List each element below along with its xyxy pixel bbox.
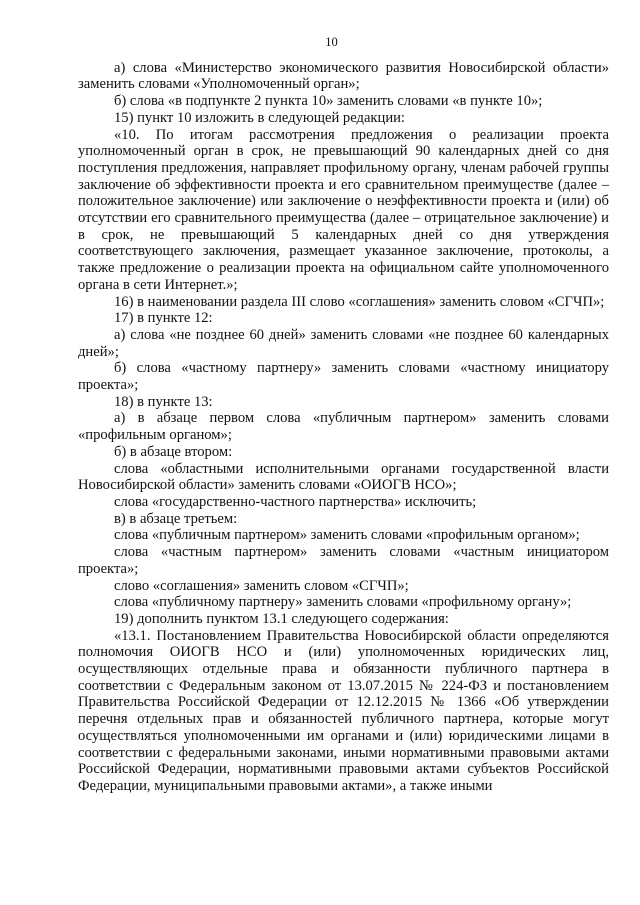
paragraph: слова «областными исполнительными органами государственной власти Новосибирской области» заменить словами «ОИОГВ НСО»;: [78, 460, 609, 494]
paragraph: 16) в наименовании раздела III слово «соглашения» заменить словом «СГЧП»;: [114, 293, 605, 310]
paragraph: «13.1. Постановлением Правительства Новосибирской области определяются полномочия ОИОГВ НСО и (или) уполномоченных юридических лиц, осуществляющих отдельные права и обязанности публичного партнера в соответствии с Федеральным законом от 13.07.2015 № 224-ФЗ и постановлением Правительства Российской Федерации от 12.12.2015 № 1366 «Об утверждении перечня отдельных прав и обязанностей публичного партнера, которые могут осуществляться уполномоченными им органами и (или) юридическими лицами в соответствии с федеральными законами, иными нормативными правовыми актами Российской Федерации, нормативными правовыми актами субъектов Российской Федерации, муниципальными правовыми актами», а также иными: [78, 627, 609, 794]
paragraph: б) слова «в подпункте 2 пункта 10» заменить словами «в пункте 10»;: [114, 93, 543, 110]
paragraph: б) в абзаце втором:: [114, 443, 233, 460]
paragraph: а) в абзаце первом слова «публичным партнером» заменить словами «профильным органом»;: [78, 410, 609, 444]
page-number: 10: [325, 35, 338, 49]
paragraph: а) слова «не позднее 60 дней» заменить словами «не позднее 60 календарных дней»;: [78, 326, 609, 360]
paragraph: а) слова «Министерство экономического развития Новосибирской области» заменить словами «Уполномоченный орган»;: [78, 59, 609, 93]
paragraph: 18) в пункте 13:: [114, 393, 213, 410]
paragraph: слова «государственно-частного партнерства» исключить;: [114, 493, 477, 510]
paragraph: 15) пункт 10 изложить в следующей редакции:: [114, 109, 405, 126]
paragraph: слова «публичным партнером» заменить словами «профильным органом»;: [114, 527, 580, 544]
paragraph: слова «публичному партнеру» заменить словами «профильному органу»;: [114, 594, 572, 611]
document-body: [78, 60, 609, 795]
paragraph: «10. По итогам рассмотрения предложения о реализации проекта уполномоченный орган в срок, не превышающий 90 календарных дней со дня поступления предложения, направляет профильному органу, членам рабочей группы заключение об эффективности проекта и его сравнительном преимуществе (далее – положительное заключение) или заключение о неэффективности проекта и (или) об отсутствии его сравнительного преимущества (далее – отрицательное заключение) и в срок, не превышающий 5 календарных дней со дня утверждения соответствующего заключения, размещает указанное заключение, протоколы, а также предложение о реализации проекта на официальном сайте уполномоченного органа в сети Интернет.»;: [78, 126, 609, 293]
paragraph: слово «соглашения» заменить словом «СГЧП»;: [114, 577, 409, 594]
paragraph: в) в абзаце третьем:: [114, 510, 238, 527]
paragraph: 17) в пункте 12:: [114, 310, 213, 327]
paragraph: 19) дополнить пунктом 13.1 следующего содержания:: [114, 610, 449, 627]
paragraph: б) слова «частному партнеру» заменить словами «частному инициатору проекта»;: [78, 360, 609, 394]
paragraph: слова «частным партнером» заменить словами «частным инициатором проекта»;: [78, 544, 609, 577]
